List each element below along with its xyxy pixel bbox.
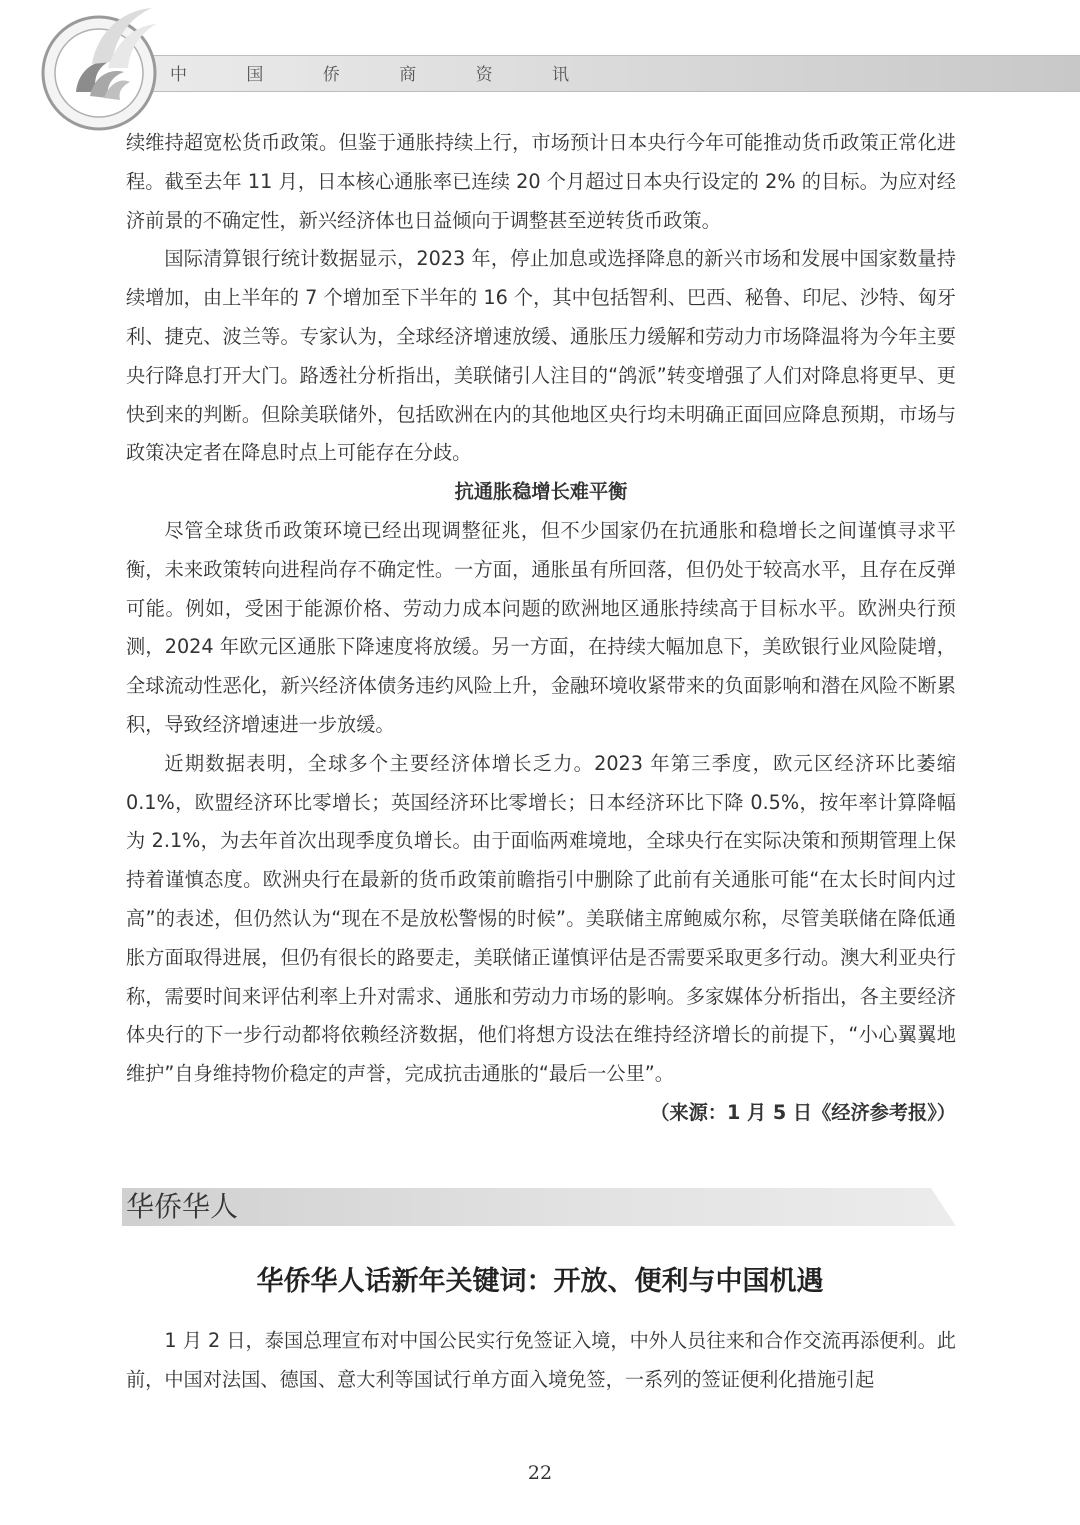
subheading: 抗通胀稳增长难平衡 xyxy=(454,480,628,504)
section-title: 华侨华人 xyxy=(126,1190,239,1223)
section-band xyxy=(122,1188,956,1226)
article-body-upper xyxy=(126,124,956,1133)
article-title: 华侨华人话新年关键词：开放、便利与中国机遇 xyxy=(256,1266,824,1297)
paragraph: 1 月 2 日，泰国总理宣布对中国公民实行免签证入境，中外人员往来和合作交流再添便利。此前，中国对法国、德国、意大利等国试行单方面入境免签，一系列的签证便利化措施引起 xyxy=(126,1329,956,1391)
paragraph: 续维持超宽松货币政策。但鉴于通胀持续上行，市场预计日本央行今年可能推动货币政策正常化进程。截至去年 11 月，日本核心通胀率已连续 20 个月超过日本央行设定的 2% 的目标。为应对经济前景的不确定性，新兴经济体也日益倾向于调整甚至逆转货币政策。 xyxy=(126,131,956,232)
paragraph xyxy=(126,745,956,1124)
paragraph: 国际清算银行统计数据显示，2023 年，停止加息或选择降息的新兴市场和发展中国家数量持续增加，由上半年的 7 个增加至下半年的 16 个，其中包括智利、巴西、秘鲁、印尼、沙特、匈牙利、捷克、波兰等。专家认为，全球经济增速放缓、通胀压力缓解和劳动力市场降温将为今年主要央行降息打开大门。路透社分析指出，美联储引人注目的“鸽派”转变增强了人们对降息将更早、更快到来的判断。但除美联储外，包括欧洲在内的其他地区央行均未明确正面回应降息预期，市场与政策决定者在降息时点上可能存在分歧。 xyxy=(126,247,956,465)
source-citation: （来源：1 月 5 日《经济参考报》） xyxy=(650,1100,956,1124)
article-body-lower xyxy=(126,1322,956,1400)
paragraph-text: 近期数据表明，全球多个主要经济体增长乏力。2023 年第三季度，欧元区经济环比萎缩 0.1%，欧盟经济环比零增长；英国经济环比零增长；日本经济环比下降 0.5%，按年率计算降幅为 2.1%，为去年首次出现季度负增长。由于面临两难境地，全球央行在实际决策和预期管理上保持着谨慎态度。欧洲央行在最新的货币政策前瞻指引中删除了此前有关通胀可能“在太长时间内过高”的表述，但仍然认为“现在不是放松警惕的时候”。美联储主席鲍威尔称，尽管美联储在降低通胀方面取得进展，但仍有很长的路要走，美联储正谨慎评估是否需要采取更多行动。澳大利亚央行称，需要时间来评估利率上升对需求、通胀和劳动力市场的影响。多家媒体分析指出，各主要经济体央行的下一步行动都将依赖经济数据，他们将想方设法在维持经济增长的前提下，“小心翼翼地维护”自身维持物价稳定的声誉，完成抗击通胀的“最后一公里”。 xyxy=(126,751,956,1086)
logo-swirl-icon xyxy=(86,2,158,72)
paragraph: 尽管全球货币政策环境已经出现调整征兆，但不少国家仍在抗通胀和稳增长之间谨慎寻求平衡，未来政策转向进程尚存不确定性。一方面，通胀虽有所回落，但仍处于较高水平，且存在反弹可能。例如，受困于能源价格、劳动力成本问题的欧洲地区通胀持续高于目标水平。欧洲央行预测，2024 年欧元区通胀下降速度将放缓。另一方面，在持续大幅加息下，美欧银行业风险陡增，全球流动性恶化，新兴经济体债务违约风险上升，金融环境收紧带来的负面影响和潜在风险不断累积，导致经济增速进一步放缓。 xyxy=(126,518,956,736)
page-number: 22 xyxy=(527,1462,553,1484)
header-title: 中 国 侨 商 资 讯 xyxy=(170,65,597,85)
